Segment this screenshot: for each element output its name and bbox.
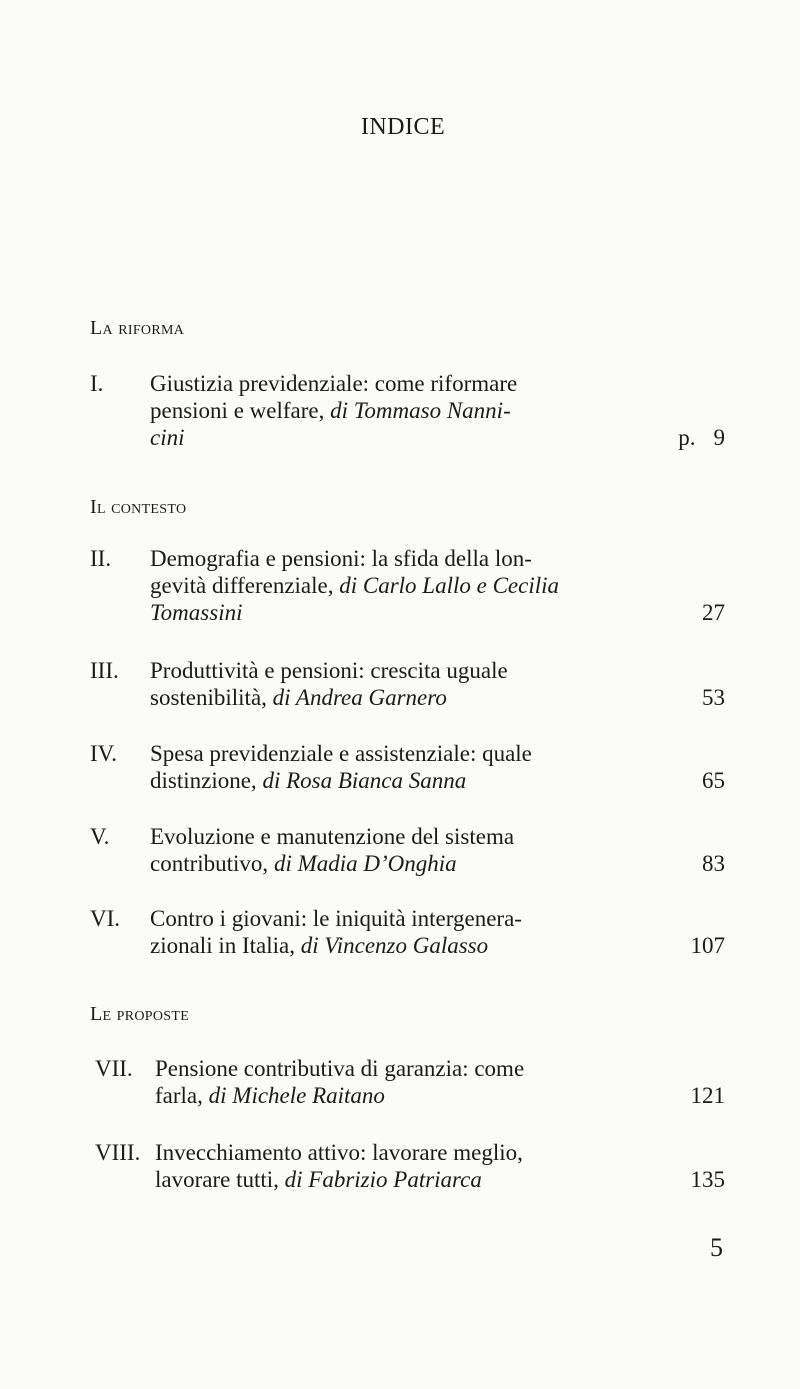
page-number: 65 — [702, 768, 725, 793]
author-name: di Fabrizio Patriarca — [284, 1167, 482, 1192]
author-name: di Madia D’Onghia — [273, 851, 457, 876]
title-line: contributivo, — [150, 851, 274, 876]
chapter-number: IV. — [90, 741, 118, 766]
page-reference — [678, 424, 725, 451]
page-number: 27 — [702, 600, 725, 625]
toc-entry — [90, 657, 725, 717]
title-line: Contro i giovani: le iniquità intergenera- — [150, 906, 522, 931]
page-reference — [702, 599, 725, 626]
chapter-title — [150, 370, 605, 451]
title-line: Produttività e pensioni: crescita uguale — [150, 658, 508, 683]
page-number: 135 — [690, 1167, 725, 1192]
page-reference — [691, 1166, 726, 1193]
chapter-title — [150, 740, 605, 794]
chapter-title — [150, 823, 605, 877]
chapter-title — [150, 657, 605, 711]
page-reference — [702, 767, 725, 794]
folio-page-number: 5 — [710, 1233, 723, 1262]
page-number: 83 — [702, 851, 725, 876]
title-line: distinzione, — [150, 768, 263, 793]
page-number: 121 — [690, 1083, 725, 1108]
title-line: lavorare tutti, — [155, 1167, 285, 1192]
title-line: Pensione contributiva di garanzia: come — [155, 1056, 525, 1081]
title-line: sostenibilità, — [150, 685, 273, 710]
page-number: 107 — [690, 933, 725, 958]
author-name: di Vincenzo Galasso — [300, 933, 489, 958]
chapter-title — [155, 1139, 610, 1193]
section-heading-le-proposte: Le proposte — [90, 1003, 190, 1025]
section-heading-la-riforma: La riforma — [90, 317, 185, 339]
page-title: INDICE — [360, 114, 446, 140]
chapter-title — [150, 545, 605, 626]
chapter-number: III. — [90, 658, 119, 683]
page-number: 53 — [702, 685, 725, 710]
toc-entry — [90, 740, 725, 800]
page-reference — [691, 932, 726, 959]
author-name: di Carlo Lallo e Cecilia — [339, 573, 560, 598]
page-reference — [691, 1082, 726, 1109]
author-name: di Tommaso Nanni- — [330, 398, 511, 423]
toc-entry — [90, 545, 725, 635]
chapter-title — [150, 905, 605, 959]
title-line: Demografia e pensioni: la sfida della lon- — [150, 546, 532, 571]
chapter-number: II. — [90, 546, 112, 571]
title-line: Evoluzione e manutenzione del sistema — [150, 824, 515, 849]
author-name: di Andrea Garnero — [272, 685, 447, 710]
title-line: Giustizia previdenziale: come riformare — [150, 371, 518, 396]
author-name: di Rosa Bianca Sanna — [262, 768, 467, 793]
toc-entry — [90, 1055, 725, 1115]
author-name: cini — [150, 425, 185, 450]
toc-entry — [90, 1139, 725, 1199]
page-prefix: p. — [678, 425, 696, 450]
chapter-number: VII. — [95, 1056, 133, 1081]
page-reference — [702, 684, 725, 711]
title-line: farla, — [155, 1083, 209, 1108]
chapter-title — [155, 1055, 610, 1109]
section-heading-il-contesto: Il contesto — [90, 496, 187, 518]
toc-entry — [90, 370, 725, 460]
title-line: Invecchiamento attivo: lavorare meglio, — [155, 1140, 523, 1165]
author-name: di Michele Raitano — [208, 1083, 385, 1108]
chapter-number: I. — [90, 371, 104, 396]
chapter-number: VIII. — [95, 1140, 141, 1165]
toc-entry — [90, 823, 725, 883]
title-line: pensioni e welfare, — [150, 398, 331, 423]
author-name: Tomassini — [150, 600, 243, 625]
page-number: 9 — [713, 425, 725, 450]
title-line: zionali in Italia, — [150, 933, 301, 958]
chapter-number: V. — [90, 824, 110, 849]
page-reference — [702, 850, 725, 877]
title-line: gevità differenziale, — [150, 573, 340, 598]
title-line: Spesa previdenziale e assistenziale: quale — [150, 741, 532, 766]
chapter-number: VI. — [90, 906, 121, 931]
toc-entry — [90, 905, 725, 965]
